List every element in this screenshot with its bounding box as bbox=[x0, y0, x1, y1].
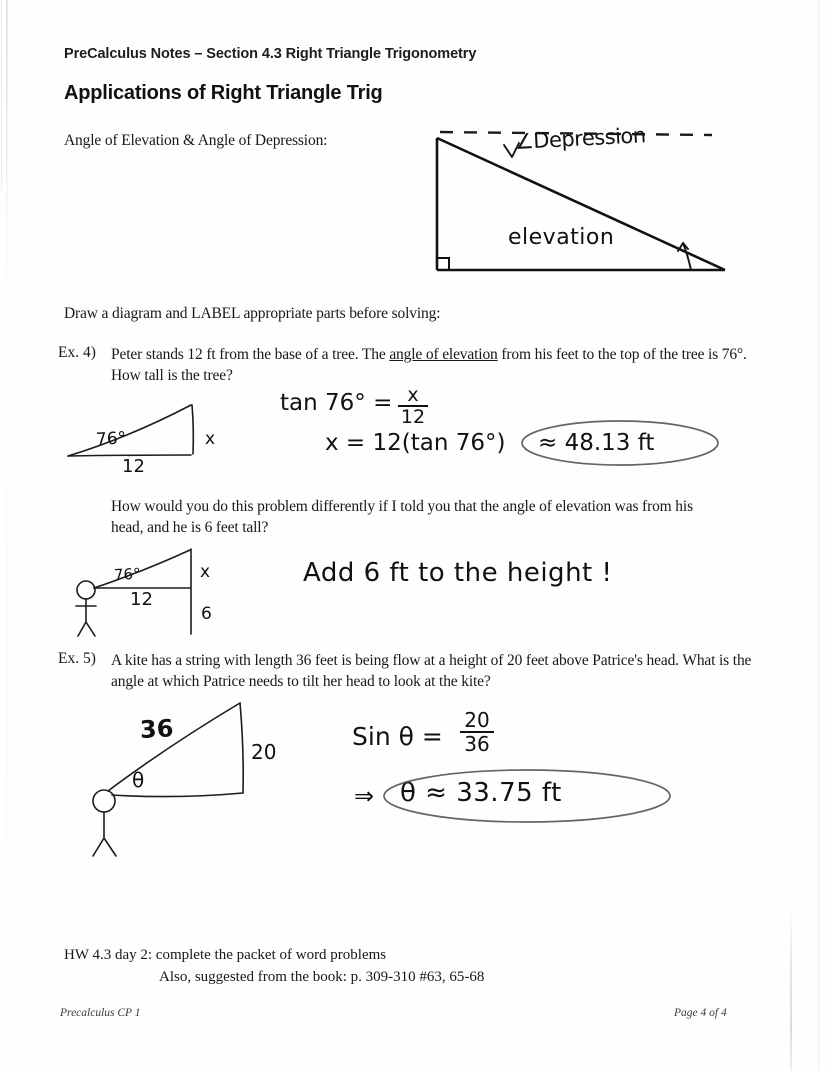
example-4-text-part2: from his feet to the top of the tree is 76°. How tall is the tree? bbox=[111, 346, 747, 384]
ex4-triangle-hypotenuse bbox=[68, 405, 191, 456]
kite-stick-figure-head bbox=[93, 790, 115, 812]
scan-edge-artifact-right bbox=[790, 905, 792, 1071]
ex4-work-line1: tan 76° = bbox=[280, 390, 393, 416]
scan-edge-artifact-left-secondary bbox=[1, 0, 2, 190]
ex5-answer-circle bbox=[382, 768, 672, 824]
ex4-vertical-label: x bbox=[205, 429, 216, 449]
kite-angle-label: θ bbox=[132, 768, 145, 792]
ex5-implication-arrow: ⇒ bbox=[354, 782, 375, 810]
footer-page-number: Page 4 of 4 bbox=[674, 1007, 727, 1019]
angle-section-label: Angle of Elevation & Angle of Depression: bbox=[64, 132, 328, 149]
footer-course-name: Precalculus CP 1 bbox=[60, 1007, 141, 1019]
kite-horizontal-base bbox=[112, 793, 243, 797]
elevation-angle-arrow bbox=[678, 243, 691, 270]
ex4b-base-label: 12 bbox=[130, 589, 153, 610]
elevation-depression-diagram bbox=[420, 110, 750, 290]
draw-diagram-instruction: Draw a diagram and LABEL appropriate parts before solving: bbox=[64, 305, 441, 322]
example-4-text-part1: Peter stands 12 ft from the base of a tree. The bbox=[111, 346, 390, 363]
homework-line-1: HW 4.3 day 2: complete the packet of word problems bbox=[64, 947, 387, 963]
homework-block bbox=[64, 944, 484, 988]
kite-string-hypotenuse bbox=[108, 703, 240, 791]
ex5-fraction-denominator: 36 bbox=[464, 732, 490, 756]
document-header: PreCalculus Notes – Section 4.3 Right Triangle Trigonometry bbox=[64, 46, 477, 62]
ex4-triangle-vertical-leg bbox=[192, 405, 193, 454]
example-4-followup-text: How would you do this problem differently if I told you that the angle of elevation was from his head, and he is 6 feet tall? bbox=[111, 498, 693, 536]
example-5-number: Ex. 5) bbox=[58, 650, 96, 667]
example-5-handwritten-work bbox=[352, 710, 692, 825]
scan-edge-artifact-right-margin bbox=[818, 0, 819, 1071]
ex4-angle-label: 76° bbox=[95, 428, 127, 450]
ex4b-lower-label: 6 bbox=[201, 604, 212, 624]
ex4-work-answer: ≈ 48.13 ft bbox=[538, 430, 655, 456]
ex5-work-answer: θ ≈ 33.75 ft bbox=[400, 778, 562, 808]
ex4b-angle-label: 76° bbox=[113, 564, 142, 584]
ex4-work-fraction bbox=[398, 384, 428, 428]
example-5-text: A kite has a string with length 36 feet is being flow at a height of 20 feet above Patrice's head. What is the angle at which Patrice needs to tilt her head to look at the kite? bbox=[111, 652, 752, 690]
kite-stick-figure-legs bbox=[93, 838, 116, 856]
example-4-text bbox=[111, 344, 751, 386]
depression-handwritten-label: ∠Depression bbox=[514, 123, 647, 154]
right-angle-marker bbox=[437, 258, 449, 270]
stick-figure-head bbox=[77, 581, 95, 599]
ex4b-hypotenuse bbox=[94, 550, 190, 588]
ex4-work-line2: x = 12(tan 76°) bbox=[325, 430, 506, 456]
example-4-number: Ex. 4) bbox=[58, 344, 96, 361]
example-5-kite-diagram bbox=[88, 698, 298, 858]
ex5-fraction-numerator: 20 bbox=[464, 708, 490, 732]
ex4-fraction-numerator: x bbox=[407, 384, 419, 406]
kite-hypotenuse-label: 36 bbox=[139, 714, 175, 744]
kite-height-vertical bbox=[240, 703, 243, 793]
scan-edge-artifact-left bbox=[6, 0, 8, 1071]
ex4-fraction-denominator: 12 bbox=[400, 406, 426, 428]
example-4-handwritten-work bbox=[280, 384, 730, 475]
ex4b-upper-label: x bbox=[200, 562, 211, 582]
stick-figure-legs bbox=[78, 622, 95, 636]
homework-line-2: Also, suggested from the book: p. 309-310 #63, 65-68 bbox=[159, 969, 485, 985]
example-4-underlined-phrase: angle of elevation bbox=[389, 346, 498, 363]
example-4-followup-answer: Add 6 ft to the height ! bbox=[303, 558, 613, 588]
ex5-work-fraction bbox=[460, 710, 494, 755]
ex4-answer-circle bbox=[520, 418, 720, 468]
example-4-stick-figure-diagram bbox=[72, 546, 262, 638]
kite-vertical-label: 20 bbox=[251, 740, 277, 764]
ex5-work-line1-prefix: Sin θ = bbox=[352, 722, 443, 751]
page-title: Applications of Right Triangle Trig bbox=[64, 82, 383, 104]
elevation-handwritten-label: elevation bbox=[508, 225, 615, 250]
ex4-base-label: 12 bbox=[122, 456, 145, 477]
triangle-hypotenuse bbox=[437, 138, 725, 270]
example-4-hand-drawn-triangle bbox=[58, 392, 233, 477]
